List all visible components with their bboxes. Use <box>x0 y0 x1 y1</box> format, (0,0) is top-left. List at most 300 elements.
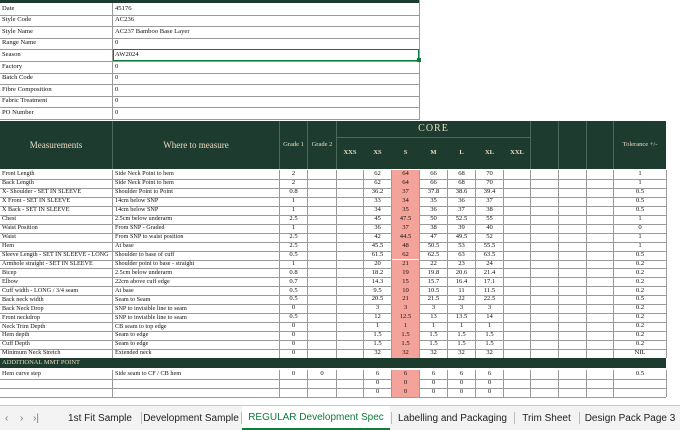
tolerance-value[interactable]: 0.5 <box>635 205 645 213</box>
where-to-measure[interactable]: From SNP to waist position <box>115 233 184 240</box>
grade-1-value[interactable]: 2.5 <box>289 214 298 222</box>
measurement-name[interactable] <box>0 379 112 388</box>
where-to-measure[interactable]: From SNP - Graded <box>115 224 165 232</box>
grade-1-value[interactable]: 0 <box>291 304 296 312</box>
size-value-xxl[interactable] <box>504 295 530 304</box>
tolerance-value[interactable]: 0.2 <box>635 268 645 276</box>
info-label[interactable]: Style Name <box>2 27 33 35</box>
size-value-xl[interactable]: 0 <box>487 388 492 396</box>
measurement-name[interactable]: Neck Trim Depth <box>2 322 46 330</box>
size-value-xxl[interactable] <box>504 331 530 340</box>
size-value-s[interactable]: 35 <box>392 206 419 215</box>
where-to-measure[interactable]: Shoulder to base of cuff <box>115 250 175 258</box>
size-header-xs[interactable]: XS <box>364 137 391 169</box>
measurement-name[interactable]: Front Length <box>2 170 35 178</box>
where-to-measure[interactable]: Seam to edge <box>115 331 149 339</box>
size-value-xxl[interactable] <box>504 370 530 379</box>
size-value-xl[interactable]: 40 <box>486 223 493 231</box>
grade-2-value[interactable] <box>308 388 336 397</box>
size-value-xs[interactable]: 45 <box>374 214 381 222</box>
grade-1-value[interactable]: 0 <box>291 370 296 378</box>
measurement-name[interactable]: X- Shoulder - SET IN SLEEVE <box>2 188 82 196</box>
info-value[interactable]: AW2024 <box>115 50 139 58</box>
size-value-xxl[interactable] <box>504 322 530 331</box>
size-value-xxs[interactable] <box>337 242 363 251</box>
tolerance-value[interactable]: 1 <box>638 241 642 249</box>
size-value-xl[interactable]: 38 <box>486 205 493 213</box>
where-to-measure[interactable]: Side Neck Point to hem <box>115 179 174 187</box>
info-label[interactable]: Fabric Treatment <box>2 97 48 105</box>
size-value-s[interactable]: 12.5 <box>392 313 419 322</box>
size-value-m[interactable]: 6 <box>431 370 436 378</box>
tolerance-value[interactable]: 0.2 <box>635 304 645 312</box>
measurement-name[interactable]: X Back - SET IN SLEEVE <box>2 206 70 214</box>
measurement-name[interactable]: Cuff Depth <box>2 340 30 348</box>
grade-1-value[interactable]: 1 <box>291 259 296 267</box>
tolerance-value[interactable]: 0.5 <box>635 295 645 303</box>
grade-2-value[interactable] <box>308 379 336 388</box>
size-value-xxs[interactable] <box>337 197 363 206</box>
info-label[interactable]: Range Name <box>2 39 37 47</box>
size-value-xxl[interactable] <box>504 179 530 188</box>
size-value-xxs[interactable] <box>337 370 363 379</box>
where-to-measure[interactable]: 22cm above cuff edge <box>115 277 170 285</box>
size-header-xxs[interactable]: XXS <box>337 137 363 169</box>
where-to-measure[interactable]: At base <box>115 241 134 249</box>
size-value-xs[interactable]: 0 <box>375 379 380 387</box>
where-to-measure[interactable]: Side Neck Point to hem <box>115 170 174 178</box>
size-value-xs[interactable]: 1.5 <box>373 340 382 348</box>
size-value-m[interactable]: 38 <box>430 223 437 231</box>
grade-1-value[interactable]: 2.5 <box>289 232 298 240</box>
measurement-name[interactable] <box>0 388 112 397</box>
size-value-xs[interactable]: 34 <box>374 205 381 213</box>
size-value-xxl[interactable] <box>504 313 530 322</box>
measurement-name[interactable]: Minimum Neck Stretch <box>2 349 61 357</box>
where-to-measure[interactable]: 2.5cm below underarm <box>115 215 173 223</box>
size-value-xl[interactable]: 32 <box>486 349 493 357</box>
size-value-s[interactable]: 47.5 <box>392 215 419 224</box>
tolerance-value[interactable]: 0.2 <box>635 277 645 285</box>
additional-mmt-header[interactable]: ADDITIONAL MMT POINT <box>2 358 80 366</box>
grade-2-value[interactable] <box>308 197 336 206</box>
grade-1-value[interactable]: 0.7 <box>289 277 298 285</box>
tolerance-value[interactable]: 0 <box>638 223 642 231</box>
size-value-xs[interactable]: 1.5 <box>373 331 382 339</box>
size-value-m[interactable]: 3 <box>431 304 436 312</box>
size-value-xs[interactable]: 61.5 <box>371 250 384 258</box>
size-value-xxl[interactable] <box>504 304 530 313</box>
size-value-xs[interactable]: 20 <box>374 259 381 267</box>
grade-2-value[interactable] <box>308 268 336 277</box>
info-value[interactable]: 0 <box>115 74 119 82</box>
measurement-name[interactable]: Waist Position <box>2 224 38 232</box>
sheet-tab-1st-fit-sample[interactable]: 1st Fit Sample <box>68 412 132 424</box>
size-value-xs[interactable]: 18.2 <box>371 268 384 276</box>
tolerance-value[interactable]: 1 <box>638 179 642 187</box>
size-value-l[interactable]: 37 <box>458 205 465 213</box>
header-measurements[interactable]: Measurements <box>0 121 112 169</box>
info-value[interactable]: 0 <box>115 39 119 47</box>
size-value-m[interactable]: 35 <box>430 197 437 205</box>
sheet-tab-trim-sheet[interactable]: Trim Sheet <box>522 412 571 424</box>
info-label[interactable]: Fibre Composition <box>2 85 52 93</box>
size-value-m[interactable]: 50.5 <box>427 241 440 249</box>
grade-1-value[interactable]: 0 <box>291 331 296 339</box>
size-value-xxl[interactable] <box>504 197 530 206</box>
size-value-m[interactable]: 0 <box>431 388 436 396</box>
size-value-l[interactable]: 32 <box>458 349 465 357</box>
size-value-xl[interactable]: 1.5 <box>485 340 494 348</box>
size-value-m[interactable]: 66 <box>430 170 437 178</box>
where-to-measure[interactable]: Side seam to CF / CB hem <box>115 370 182 378</box>
size-value-xxs[interactable] <box>337 388 363 397</box>
size-value-xxl[interactable] <box>504 251 530 260</box>
size-value-s[interactable]: 64 <box>392 179 419 188</box>
size-value-l[interactable]: 68 <box>458 179 465 187</box>
size-value-s[interactable]: 0 <box>392 388 419 397</box>
size-value-s[interactable]: 1.5 <box>392 331 419 340</box>
size-value-s[interactable]: 1.5 <box>392 340 419 349</box>
grade-1-value[interactable]: 2 <box>291 170 296 178</box>
measurement-name[interactable]: Front neckdrop <box>2 313 40 321</box>
size-value-xxs[interactable] <box>337 286 363 295</box>
size-value-l[interactable]: 1 <box>459 322 464 330</box>
size-value-l[interactable]: 53 <box>458 241 465 249</box>
fill-handle[interactable] <box>417 58 421 62</box>
size-value-s[interactable]: 64 <box>392 170 419 179</box>
size-value-l[interactable]: 11 <box>458 286 465 294</box>
tolerance-value[interactable]: 1 <box>638 170 642 178</box>
size-value-xxs[interactable] <box>337 331 363 340</box>
sheet-tab-design-pack-page-3[interactable]: Design Pack Page 3 <box>584 412 676 424</box>
measurement-name[interactable]: Waist <box>2 233 16 240</box>
size-value-s[interactable]: 32 <box>392 349 419 358</box>
grade-2-value[interactable] <box>308 349 336 358</box>
size-value-xxl[interactable] <box>504 242 530 251</box>
size-value-xxs[interactable] <box>337 179 363 188</box>
size-value-xxs[interactable] <box>337 349 363 358</box>
size-value-m[interactable]: 10.5 <box>427 286 440 294</box>
measurement-name[interactable]: Sleeve Length - SET IN SLEEVE - LONG <box>2 250 109 258</box>
grade-1-value[interactable]: 0.5 <box>289 250 298 258</box>
size-header-xl[interactable]: XL <box>476 137 503 169</box>
size-value-m[interactable]: 37.8 <box>427 188 440 196</box>
grade-2-value[interactable] <box>308 251 336 260</box>
size-value-xs[interactable]: 14.3 <box>371 277 384 285</box>
size-value-s[interactable]: 48 <box>392 242 419 251</box>
size-value-m[interactable]: 1.5 <box>429 331 438 339</box>
info-label[interactable]: Date <box>2 4 15 12</box>
size-value-xl[interactable]: 14 <box>486 313 493 321</box>
size-value-xs[interactable]: 12 <box>374 313 381 321</box>
size-value-xs[interactable]: 32 <box>374 349 381 357</box>
measurement-name[interactable]: Back Length <box>2 179 34 187</box>
info-value[interactable]: 0 <box>115 97 119 105</box>
measurement-name[interactable]: Bicep <box>2 268 17 276</box>
size-value-xs[interactable]: 3 <box>375 304 380 312</box>
size-value-xxs[interactable] <box>337 215 363 224</box>
size-value-m[interactable]: 47 <box>430 232 437 240</box>
tolerance-value[interactable]: 0.5 <box>635 370 645 378</box>
size-value-xxs[interactable] <box>337 260 363 269</box>
info-value[interactable]: AC236 <box>115 16 135 24</box>
tolerance-value[interactable]: 0.5 <box>635 197 645 205</box>
size-header-m[interactable]: M <box>420 137 447 169</box>
size-value-l[interactable]: 1.5 <box>457 331 466 339</box>
size-value-l[interactable]: 16.4 <box>455 277 468 285</box>
where-to-measure[interactable]: Shoulder Point to Point <box>115 188 173 196</box>
measurement-name[interactable]: Back neck width <box>2 295 44 303</box>
grade-1-value[interactable]: 1 <box>291 205 296 213</box>
size-value-xs[interactable]: 6 <box>375 370 380 378</box>
size-value-xl[interactable]: 1 <box>487 322 492 330</box>
size-value-l[interactable]: 20.6 <box>455 268 468 276</box>
grade-1-value[interactable] <box>280 379 307 388</box>
size-value-xxs[interactable] <box>337 170 363 179</box>
first-sheet-icon[interactable]: ‹ <box>5 412 9 424</box>
size-value-xl[interactable]: 22.5 <box>483 295 496 303</box>
size-value-m[interactable]: 13 <box>430 313 437 321</box>
size-header-xxl[interactable]: XXL <box>504 137 530 169</box>
where-to-measure[interactable]: Seam to edge <box>115 340 149 348</box>
size-value-xxs[interactable] <box>337 251 363 260</box>
size-value-l[interactable]: 49.5 <box>455 232 468 240</box>
grade-2-value[interactable] <box>308 277 336 286</box>
size-value-s[interactable]: 37 <box>392 188 419 197</box>
size-value-l[interactable]: 39 <box>458 223 465 231</box>
tolerance-value[interactable]: 1 <box>638 232 642 240</box>
sheet-tab-development-sample[interactable]: Development Sample <box>143 412 239 424</box>
grade-2-value[interactable] <box>308 340 336 349</box>
size-value-l[interactable]: 13.5 <box>455 313 468 321</box>
grade-2-value[interactable] <box>308 233 336 242</box>
size-value-l[interactable]: 22 <box>458 295 465 303</box>
where-to-measure[interactable]: Extended neck <box>115 349 152 357</box>
tolerance-value[interactable]: 0.2 <box>635 259 645 267</box>
where-to-measure[interactable]: 14cm below SNP <box>115 197 159 205</box>
size-value-xs[interactable]: 62 <box>374 170 381 178</box>
grade-2-value[interactable] <box>308 206 336 215</box>
size-value-m[interactable]: 32 <box>430 349 437 357</box>
size-value-xxs[interactable] <box>337 340 363 349</box>
grade-2-value[interactable] <box>308 179 336 188</box>
grade-1-value[interactable]: 1 <box>291 223 296 231</box>
info-label[interactable]: Factory <box>2 62 23 70</box>
size-value-l[interactable]: 3 <box>459 304 464 312</box>
size-value-xxl[interactable] <box>504 379 530 388</box>
grade-1-value[interactable]: 2 <box>291 179 296 187</box>
info-label[interactable]: PO Number <box>2 108 34 116</box>
grade-2-value[interactable] <box>308 215 336 224</box>
size-value-s[interactable]: 1 <box>392 322 419 331</box>
size-header-l[interactable]: L <box>448 137 475 169</box>
size-value-xxl[interactable] <box>504 286 530 295</box>
size-value-xxs[interactable] <box>337 224 363 233</box>
grade-2-value[interactable] <box>308 242 336 251</box>
grade-2-value[interactable] <box>308 170 336 179</box>
size-value-s[interactable]: 10 <box>392 286 419 295</box>
grade-2-value[interactable] <box>308 188 336 197</box>
size-value-xl[interactable]: 39.4 <box>483 188 496 196</box>
tolerance-value[interactable]: 0.2 <box>635 331 645 339</box>
tolerance-value[interactable]: 0.2 <box>635 286 645 294</box>
size-value-m[interactable]: 66 <box>430 179 437 187</box>
size-value-m[interactable]: 36 <box>430 205 437 213</box>
size-value-s[interactable]: 19 <box>392 268 419 277</box>
size-value-l[interactable]: 0 <box>459 388 464 396</box>
tolerance-value[interactable]: 0.2 <box>635 340 645 348</box>
size-value-xl[interactable]: 55.5 <box>483 241 496 249</box>
size-header-s[interactable]: S <box>392 137 419 169</box>
grade-1-value[interactable] <box>280 388 307 397</box>
size-value-xxs[interactable] <box>337 379 363 388</box>
measurement-name[interactable]: Cuff width - LONG / 3/4 seam <box>2 286 79 294</box>
size-value-xxs[interactable] <box>337 206 363 215</box>
where-to-measure[interactable]: Seam to Seam <box>115 295 151 303</box>
info-label[interactable]: Style Code <box>2 16 32 24</box>
size-value-xxl[interactable] <box>504 215 530 224</box>
grade-1-value[interactable]: 0.5 <box>289 313 298 321</box>
size-value-xl[interactable]: 70 <box>486 170 493 178</box>
info-value[interactable]: 0 <box>115 62 119 70</box>
measurement-name[interactable]: Chest <box>2 215 17 223</box>
size-value-s[interactable]: 21 <box>392 260 419 269</box>
where-to-measure[interactable]: SNP to invisible line to seam <box>115 304 187 312</box>
size-value-xl[interactable]: 0 <box>487 379 492 387</box>
grade-1-value[interactable]: 0.8 <box>289 188 298 196</box>
header-grade-1[interactable]: Grade 1 <box>280 121 307 169</box>
grade-2-value[interactable] <box>308 313 336 322</box>
size-value-xl[interactable]: 11.5 <box>483 286 496 294</box>
grade-1-value[interactable]: 0 <box>291 349 296 357</box>
size-value-xs[interactable]: 36 <box>374 223 381 231</box>
size-value-s[interactable]: 3 <box>392 304 419 313</box>
size-value-xxl[interactable] <box>504 268 530 277</box>
size-value-xxs[interactable] <box>337 233 363 242</box>
grade-1-value[interactable]: 0.5 <box>289 286 298 294</box>
size-value-s[interactable]: 44.5 <box>392 233 419 242</box>
size-value-m[interactable]: 19.8 <box>427 268 440 276</box>
size-value-l[interactable]: 36 <box>458 197 465 205</box>
grade-1-value[interactable]: 2.5 <box>289 241 298 249</box>
where-to-measure[interactable]: 2.5cm below underarm <box>115 268 173 276</box>
size-value-xxs[interactable] <box>337 295 363 304</box>
grade-1-value[interactable]: 0 <box>291 322 296 330</box>
info-value[interactable]: 0 <box>115 85 119 93</box>
size-value-xxs[interactable] <box>337 188 363 197</box>
header-grade-2[interactable]: Grade 2 <box>308 121 336 169</box>
info-label[interactable]: Batch Code <box>2 74 33 82</box>
size-value-m[interactable]: 50 <box>430 214 437 222</box>
size-value-xxs[interactable] <box>337 277 363 286</box>
size-value-m[interactable]: 1 <box>431 322 436 330</box>
where-to-measure[interactable]: 14cm below SNP <box>115 206 159 214</box>
size-value-xl[interactable]: 1.5 <box>485 331 494 339</box>
grade-2-value[interactable] <box>308 331 336 340</box>
where-to-measure[interactable] <box>113 388 279 397</box>
size-value-l[interactable]: 1.5 <box>457 340 466 348</box>
size-value-xl[interactable]: 21.4 <box>483 268 496 276</box>
size-value-xl[interactable]: 6 <box>487 370 492 378</box>
size-value-xxs[interactable] <box>337 304 363 313</box>
header-where-to-measure[interactable]: Where to measure <box>113 121 279 169</box>
tolerance-value[interactable] <box>614 379 666 388</box>
size-value-xl[interactable]: 24 <box>486 259 493 267</box>
grade-1-value[interactable]: 0 <box>291 340 296 348</box>
info-value[interactable]: 0 <box>115 108 119 116</box>
size-value-l[interactable]: 23 <box>458 259 465 267</box>
measurement-name[interactable]: Hem curve step <box>2 370 41 378</box>
tolerance-value[interactable]: 1 <box>638 214 642 222</box>
grade-2-value[interactable] <box>308 224 336 233</box>
info-value[interactable]: AC237 Bamboo Base Layer <box>115 27 190 35</box>
size-value-s[interactable]: 62 <box>392 251 419 260</box>
measurement-name[interactable]: Hem <box>2 241 15 249</box>
grade-1-value[interactable]: 1 <box>291 197 296 205</box>
size-value-xl[interactable]: 37 <box>486 197 493 205</box>
size-value-xs[interactable]: 45.5 <box>371 241 384 249</box>
where-to-measure[interactable] <box>113 379 279 388</box>
measurement-name[interactable]: Back Neck Drop <box>2 304 44 312</box>
size-value-s[interactable]: 0 <box>392 379 419 388</box>
measurement-name[interactable]: Armhole straight - SET IN SLEEVE <box>2 259 93 267</box>
size-value-xxl[interactable] <box>504 170 530 179</box>
size-value-xs[interactable]: 33 <box>374 197 381 205</box>
size-value-xs[interactable]: 0 <box>375 388 380 396</box>
grade-2-value[interactable] <box>308 295 336 304</box>
grade-2-value[interactable]: 0 <box>320 370 324 378</box>
grade-1-value[interactable]: 0.5 <box>289 295 298 303</box>
size-value-s[interactable]: 6 <box>392 370 419 379</box>
size-value-xxs[interactable] <box>337 313 363 322</box>
size-value-xs[interactable]: 62 <box>374 179 381 187</box>
info-label[interactable]: Season <box>2 50 21 58</box>
grade-2-value[interactable] <box>308 322 336 331</box>
size-value-l[interactable]: 52.5 <box>455 214 468 222</box>
size-value-xxs[interactable] <box>337 322 363 331</box>
size-value-xs[interactable]: 20.5 <box>371 295 384 303</box>
size-value-xxs[interactable] <box>337 268 363 277</box>
size-value-xs[interactable]: 36.2 <box>371 188 384 196</box>
size-value-m[interactable]: 0 <box>431 379 436 387</box>
size-value-xxl[interactable] <box>504 188 530 197</box>
size-value-xl[interactable]: 3 <box>487 304 492 312</box>
size-value-xxl[interactable] <box>504 277 530 286</box>
size-value-l[interactable]: 0 <box>459 379 464 387</box>
where-to-measure[interactable]: At base <box>115 286 134 294</box>
tolerance-value[interactable] <box>614 388 666 397</box>
size-value-s[interactable]: 37 <box>392 224 419 233</box>
info-value[interactable]: 45176 <box>115 4 132 12</box>
grade-2-value[interactable] <box>308 260 336 269</box>
tolerance-value[interactable]: 0.2 <box>635 322 645 330</box>
where-to-measure[interactable]: SNP to invisible line to seam <box>115 313 187 321</box>
tolerance-value[interactable]: NIL <box>634 349 646 357</box>
tolerance-value[interactable]: 0.5 <box>635 188 645 196</box>
size-value-m[interactable]: 1.5 <box>429 340 438 348</box>
grade-2-value[interactable] <box>308 304 336 313</box>
measurement-name[interactable]: X Front - SET IN SLEEVE <box>2 197 71 205</box>
header-core[interactable]: CORE <box>337 121 530 137</box>
prev-sheet-icon[interactable]: › <box>20 412 24 424</box>
size-value-xs[interactable]: 42 <box>374 232 381 240</box>
size-value-m[interactable]: 21.5 <box>427 295 440 303</box>
size-value-xs[interactable]: 9.5 <box>373 286 382 294</box>
size-value-m[interactable]: 62.5 <box>427 250 440 258</box>
size-value-xxl[interactable] <box>504 224 530 233</box>
size-value-s[interactable]: 34 <box>392 197 419 206</box>
